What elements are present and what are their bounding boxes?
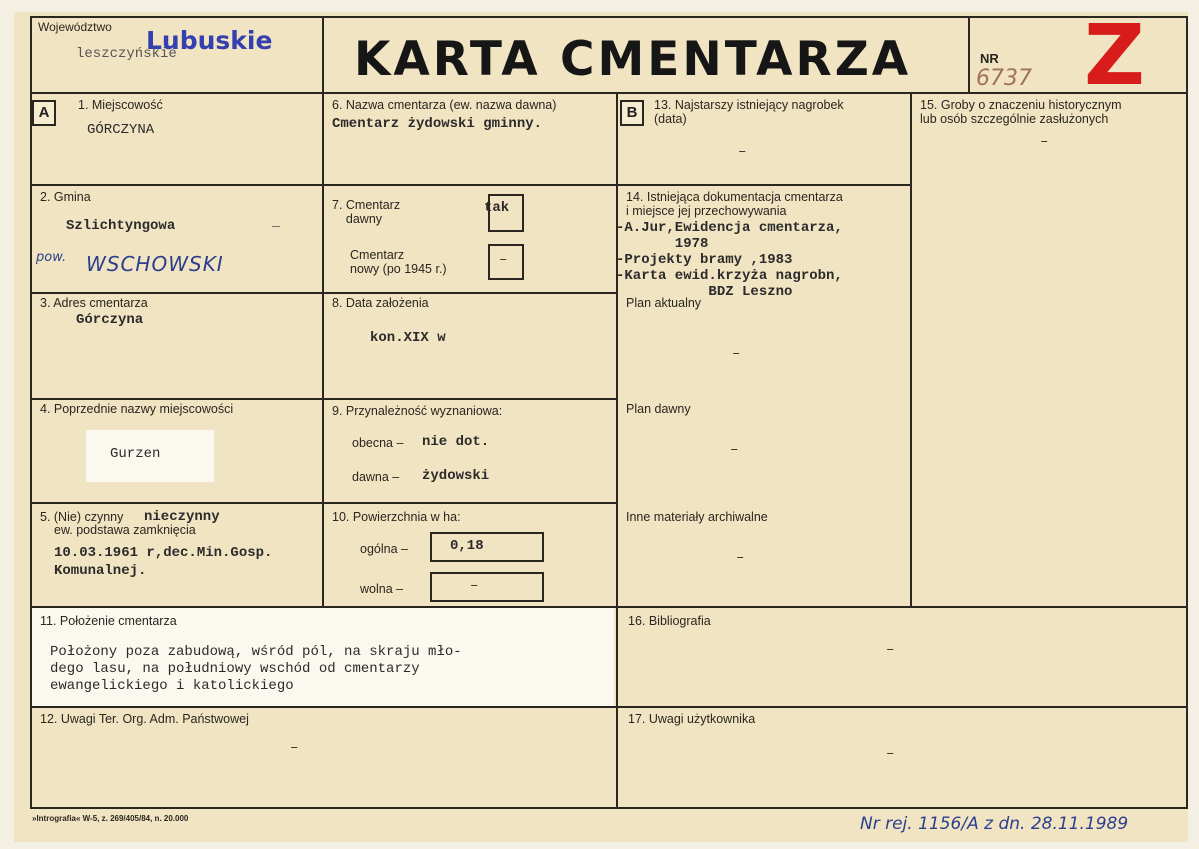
nr-value: 6737 <box>976 66 1032 91</box>
f2-value: Szlichtyngowa <box>66 218 176 234</box>
f2-pow-prefix: pow. <box>36 250 67 265</box>
border-bottom <box>30 807 1188 809</box>
f10-total-value: 0,18 <box>450 538 484 554</box>
f8-label: 8. Data założenia <box>332 296 429 310</box>
col-divider-a <box>322 16 324 606</box>
f4-value: Gurzen <box>110 446 161 462</box>
f16-value: – <box>886 642 895 658</box>
border-top <box>30 16 1188 18</box>
f14-plan-former-label: Plan dawny <box>626 402 691 416</box>
f5-status: nieczynny <box>144 509 220 525</box>
f12-label: 12. Uwagi Ter. Org. Adm. Państwowej <box>40 712 249 726</box>
f10-free-box <box>430 572 544 602</box>
f6-value: Cmentarz żydowski gminny. <box>332 116 543 132</box>
f2-label: 2. Gmina <box>40 190 91 204</box>
col-divider-nr <box>968 16 970 92</box>
f3-label: 3. Adres cmentarza <box>40 296 148 310</box>
f14-plan-former-value: – <box>730 442 739 458</box>
f9-former-label: dawna – <box>352 470 400 484</box>
section-b-marker: B <box>620 100 644 126</box>
f1-label: 1. Miejscowość <box>78 98 163 112</box>
row-b3 <box>322 398 618 400</box>
card-title: KARTA CMENTARZA <box>354 32 912 87</box>
row-b4 <box>322 502 618 504</box>
f17-value: – <box>886 746 895 762</box>
border-right <box>1186 16 1188 809</box>
row-divider-12 <box>30 706 1188 708</box>
f5-value: 10.03.1961 r,dec.Min.Gosp. Komunalnej. <box>54 545 273 579</box>
nr-stamp: Z <box>1084 6 1145 104</box>
f9-former-value: żydowski <box>422 468 490 484</box>
f14-plan-current-label: Plan aktualny <box>626 296 702 310</box>
f12-value: – <box>290 740 299 756</box>
f7-old-value: tak <box>484 200 510 216</box>
f14-other-value: – <box>736 550 745 566</box>
voivodeship-typed: leszczyńskie <box>76 46 177 62</box>
voivodeship-label: Województwo <box>38 20 112 34</box>
f2-dash <box>272 226 280 227</box>
row-c1 <box>616 184 912 186</box>
col-divider-b <box>616 92 618 807</box>
nr-label: NR <box>980 51 999 66</box>
col-divider-c <box>910 92 912 606</box>
row-a3 <box>30 398 324 400</box>
f13-value: – <box>738 144 747 160</box>
f9-label: 9. Przynależność wyznaniowa: <box>332 404 503 418</box>
f10-total-label: ogólna – <box>360 542 408 556</box>
f14-plan-current-value: – <box>732 346 741 362</box>
f4-label: 4. Poprzednie nazwy miejscowości <box>40 402 234 416</box>
f9-current-value: nie dot. <box>422 434 490 450</box>
f11-label: 11. Położenie cmentarza <box>40 614 177 628</box>
f17-label: 17. Uwagi użytkownika <box>628 712 756 726</box>
row-a1 <box>30 184 324 186</box>
f8-value: kon.XIX w <box>370 330 446 346</box>
printer-imprint: »Intrografia« W-5, z. 269/405/84, n. 20.000 <box>32 814 189 823</box>
registry-note: Nr rej. 1156/A z dn. 28.11.1989 <box>860 814 1129 834</box>
f6-label: 6. Nazwa cmentarza (ew. nazwa dawna) <box>332 98 557 112</box>
section-a-marker: A <box>32 100 56 126</box>
header-divider <box>30 92 1188 94</box>
f10-free-label: wolna – <box>360 582 404 596</box>
f2-pow-value: WSCHOWSKI <box>86 252 224 276</box>
f7-new-value: – <box>499 252 508 268</box>
f13-label: 13. Najstarszy istniejący nagrobek (data) <box>654 98 844 126</box>
f7-label-new: Cmentarz nowy (po 1945 r.) <box>350 248 447 276</box>
f14-label: 14. Istniejąca dokumentacja cmentarza i miejsce jej przechowywania <box>626 190 843 218</box>
row-b2 <box>322 292 618 294</box>
f14-other-label: Inne materiały archiwalne <box>626 510 768 524</box>
row-b1 <box>322 184 618 186</box>
voivodeship-stamp: Lubuskie <box>146 26 273 55</box>
f14-value: -A.Jur,Ewidencja cmentarza, 1978 -Projekty bramy ,1983 -Karta ewid.krzyża nagrobn, BDZ Leszno <box>616 220 843 300</box>
f15-label: 15. Groby o znaczeniu historycznym lub osób szczególnie zasłużonych <box>920 98 1122 126</box>
f10-total-box <box>430 532 544 562</box>
f10-free-value: – <box>470 578 479 594</box>
f5-label-a: 5. (Nie) czynny <box>40 510 124 524</box>
f11-value: Położony poza zabudową, wśród pól, na skraju mło- dego lasu, na południowy wschód od cmentarzy ewangelickiego i katolickiego <box>50 644 462 694</box>
f10-label: 10. Powierzchnia w ha: <box>332 510 461 524</box>
f16-label: 16. Bibliografia <box>628 614 711 628</box>
row-a2 <box>30 292 324 294</box>
cemetery-card <box>14 6 1188 842</box>
f7-label-old: 7. Cmentarz dawny <box>332 198 401 226</box>
f5-label-b: ew. podstawa zamknięcia <box>54 523 196 537</box>
f9-current-label: obecna – <box>352 436 404 450</box>
row-a4 <box>30 502 324 504</box>
f3-value: Górczyna <box>76 312 144 328</box>
f1-value: GÓRCZYNA <box>87 122 155 138</box>
f15-value: – <box>1040 134 1049 150</box>
